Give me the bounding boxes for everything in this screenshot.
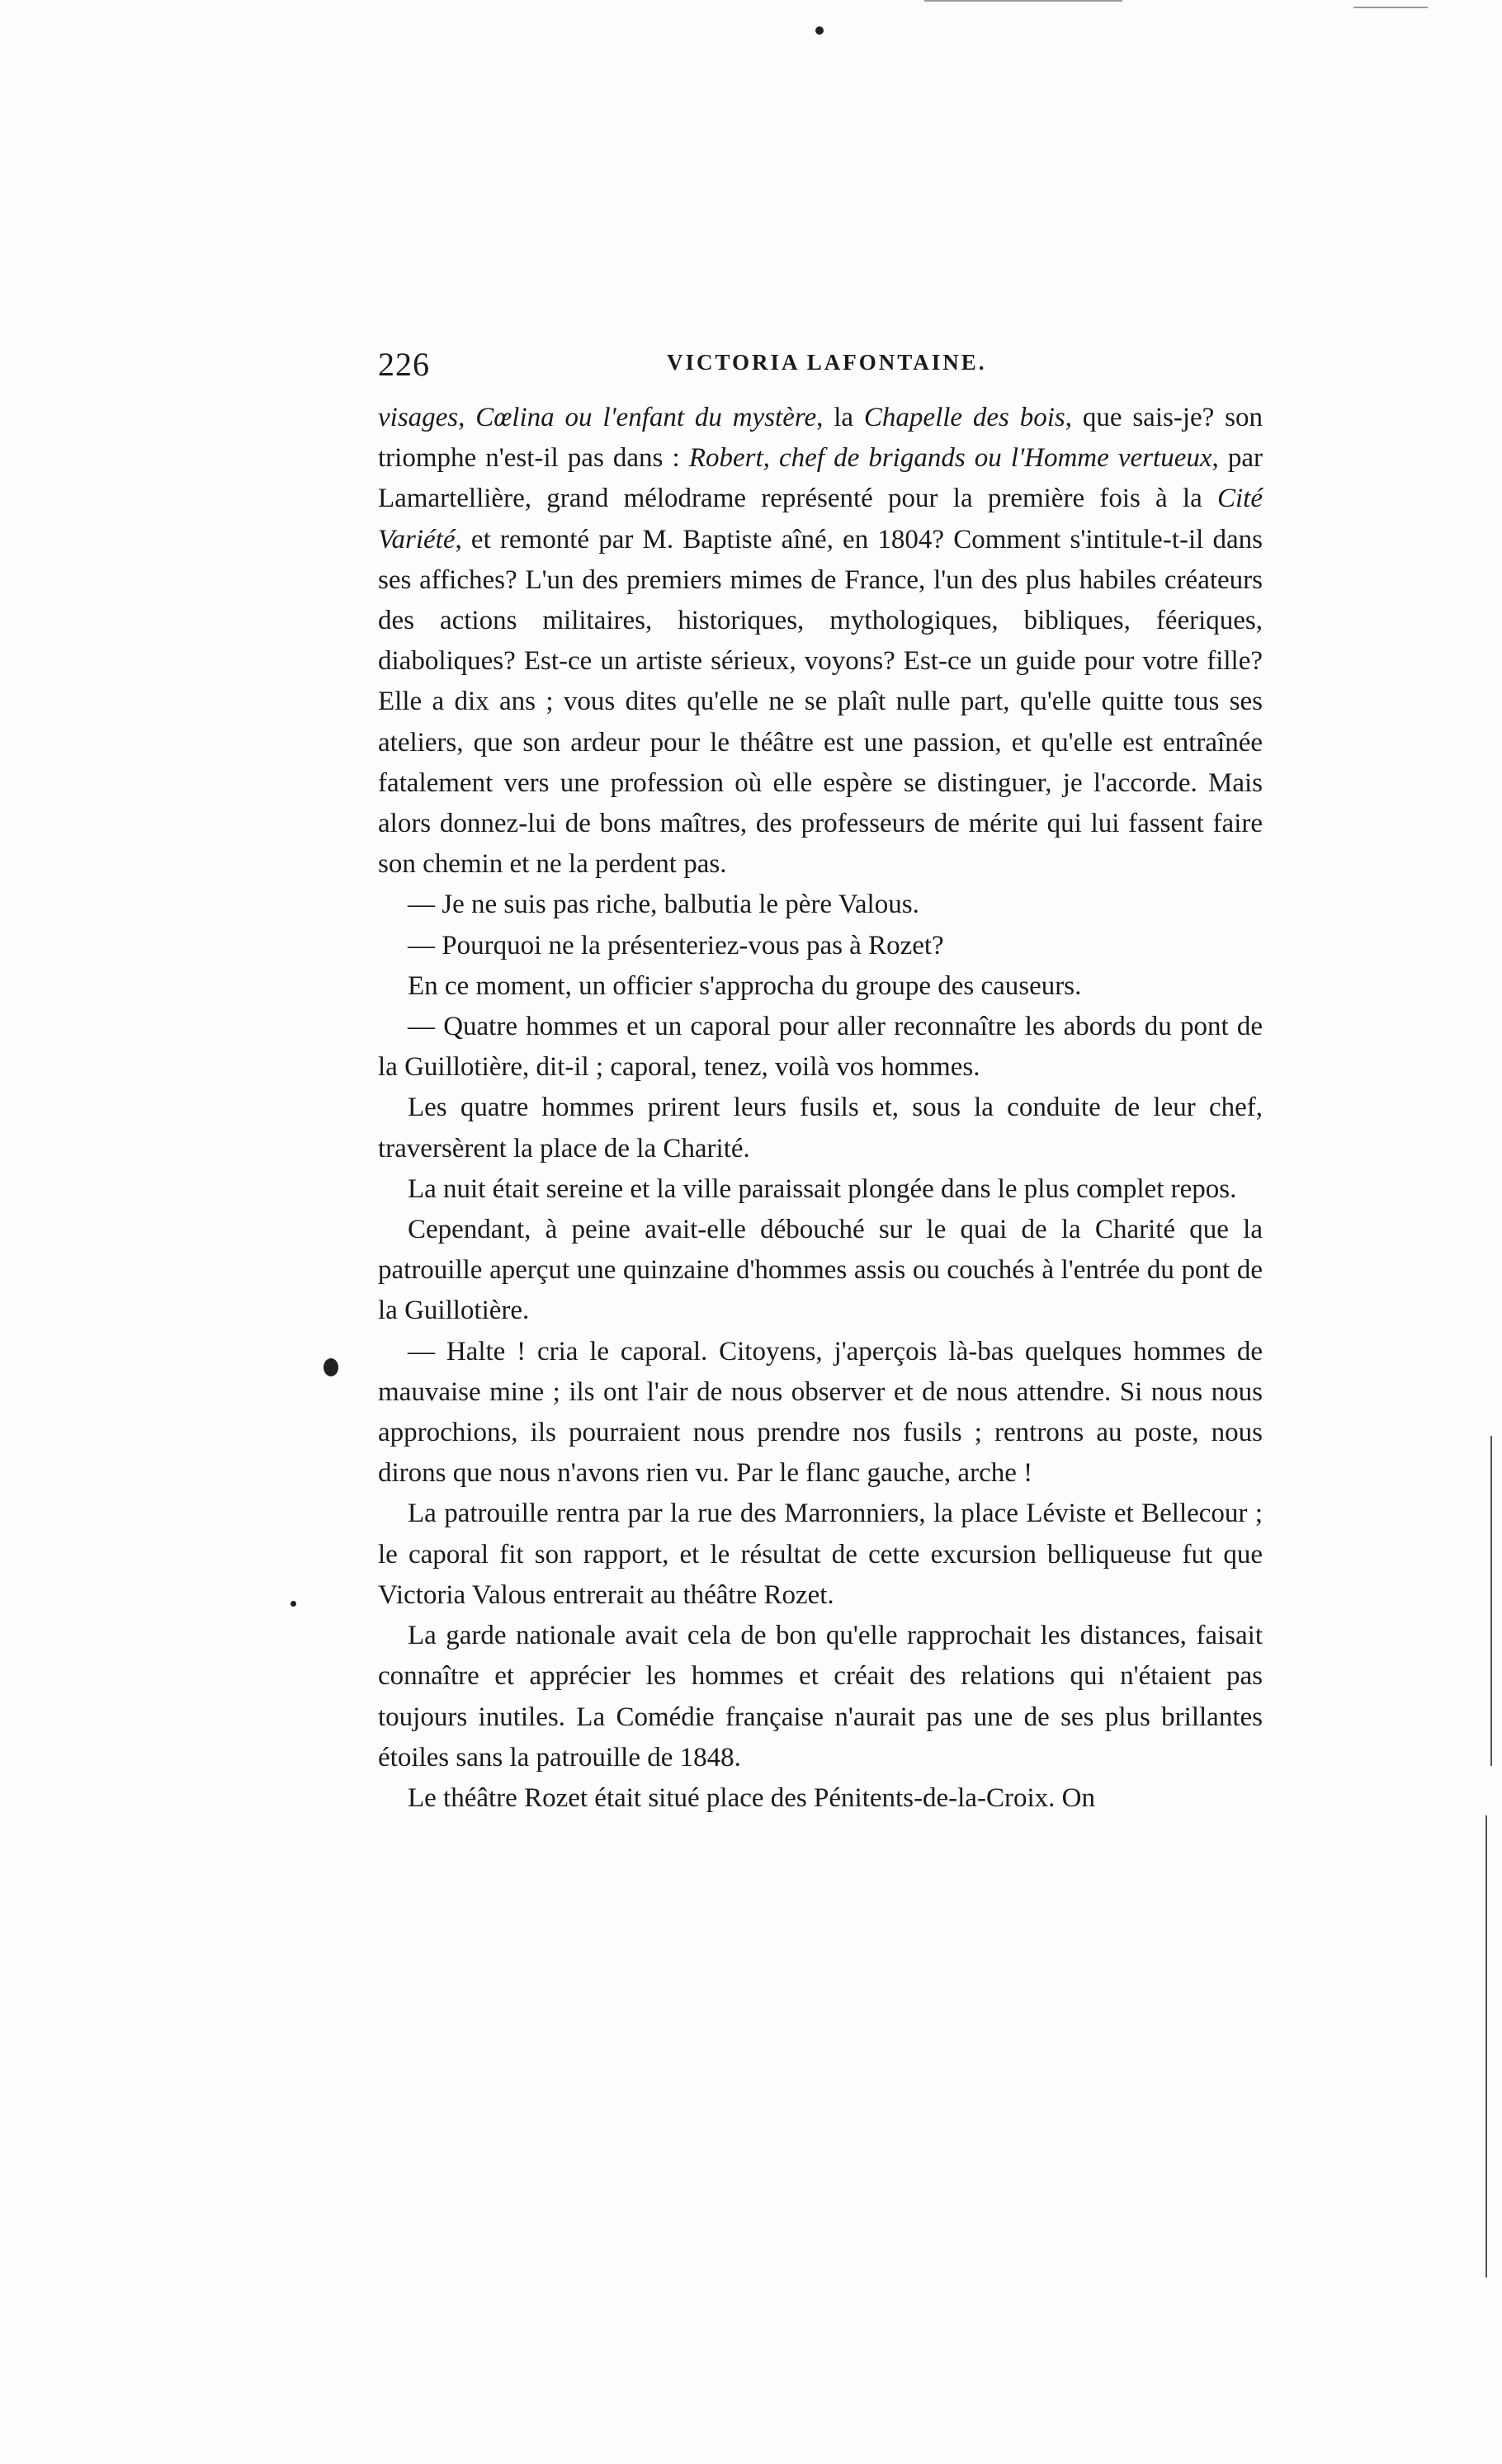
body-text bbox=[378, 398, 1263, 1819]
paragraph: En ce moment, un officier s'approcha du groupe des causeurs. bbox=[408, 970, 1082, 1001]
paragraph: La garde nationale avait cela de bon qu'elle rapprochait les distances, faisait connaître et apprécier les hommes et créait des relations qui n'étaient pas toujours inutiles. La Comédie française n'aurait pas une de ses plus brillantes étoiles sans la patrouille de 1848. bbox=[378, 1621, 1263, 1772]
paragraph: visages, Cœlina ou l'enfant du mystère, la Chapelle des bois, que sais-je? son triomphe n'est-il pas dans : Robert, chef de brigands ou l'Homme vertueux, par Lamartellière, grand mélodrame représenté pour la première fois à la Cité Variété, et remonté par M. Baptiste aîné, en 1804? Comment s'intitule-t-il dans ses affiches? L'un des premiers mimes de France, l'un des plus habiles créateurs des actions militaires, historiques, mythologiques, bibliques, féeriques, diaboliques? Est-ce un artiste sérieux, voyons? Est-ce un guide pour votre fille? Elle a dix ans ; vous dites qu'elle ne se plaît nulle part, qu'elle quitte tous ses ateliers, que son ardeur pour le théâtre est une passion, et qu'elle est entraînée fatalement vers une profession où elle espère se distinguer, je l'accorde. Mais alors donnez-lui de bons maîtres, des professeurs de mérite qui lui fassent faire son chemin et ne la perdent pas. bbox=[378, 403, 1263, 880]
paragraph: — Je ne suis pas riche, balbutia le père Valous. bbox=[408, 890, 919, 920]
page-header bbox=[378, 345, 1263, 385]
paragraph: Le théâtre Rozet était situé place des Pénitents-de-la-Croix. On bbox=[408, 1782, 1095, 1813]
paragraph: La patrouille rentra par la rue des Marronniers, la place Léviste et Bellecour ; le caporal fit son rapport, et le résultat de cette excursion belliqueuse fut que Victoria Valous entrerait au théâtre Rozet. bbox=[378, 1499, 1263, 1610]
ink-blot bbox=[324, 1358, 338, 1376]
scan-top-rule-right bbox=[1353, 7, 1428, 8]
paragraph: — Quatre hommes et un caporal pour aller reconnaître les abords du pont de la Guillotière, dit-il ; caporal, tenez, voilà vos hommes. bbox=[378, 1012, 1263, 1083]
paragraph: — Pourquoi ne la présenteriez-vous pas à Rozet? bbox=[408, 930, 944, 961]
running-title: VICTORIA LAFONTAINE. bbox=[667, 350, 987, 375]
page-number: 226 bbox=[378, 346, 430, 383]
page-edge-line bbox=[1490, 1436, 1492, 1766]
ink-dot-small bbox=[290, 1601, 296, 1607]
paragraph: — Halte ! cria le caporal. Citoyens, j'aperçois là-bas quelques hommes de mauvaise mine ; ils ont l'air de nous observer et de nous attendre. Si nous nous approchions, ils pourraient nous prendre nos fusils ; rentrons au poste, nous dirons que nous n'avons rien vu. Par le flanc gauche, arche ! bbox=[378, 1336, 1263, 1489]
paragraph: La nuit était sereine et la ville paraissait plongée dans le plus complet repos. bbox=[408, 1173, 1237, 1204]
paragraph: Cependant, à peine avait-elle débouché sur le quai de la Charité que la patrouille aperçut une quinzaine d'hommes assis ou couchés à l'entrée du pont de la Guillotière. bbox=[378, 1215, 1263, 1326]
ink-dot bbox=[815, 26, 824, 35]
scan-top-rule bbox=[924, 0, 1122, 2]
page-edge-line-lower bbox=[1485, 1815, 1487, 2278]
paragraph: Les quatre hommes prirent leurs fusils et, sous la conduite de leur chef, traversèrent la place de la Charité. bbox=[378, 1093, 1263, 1164]
